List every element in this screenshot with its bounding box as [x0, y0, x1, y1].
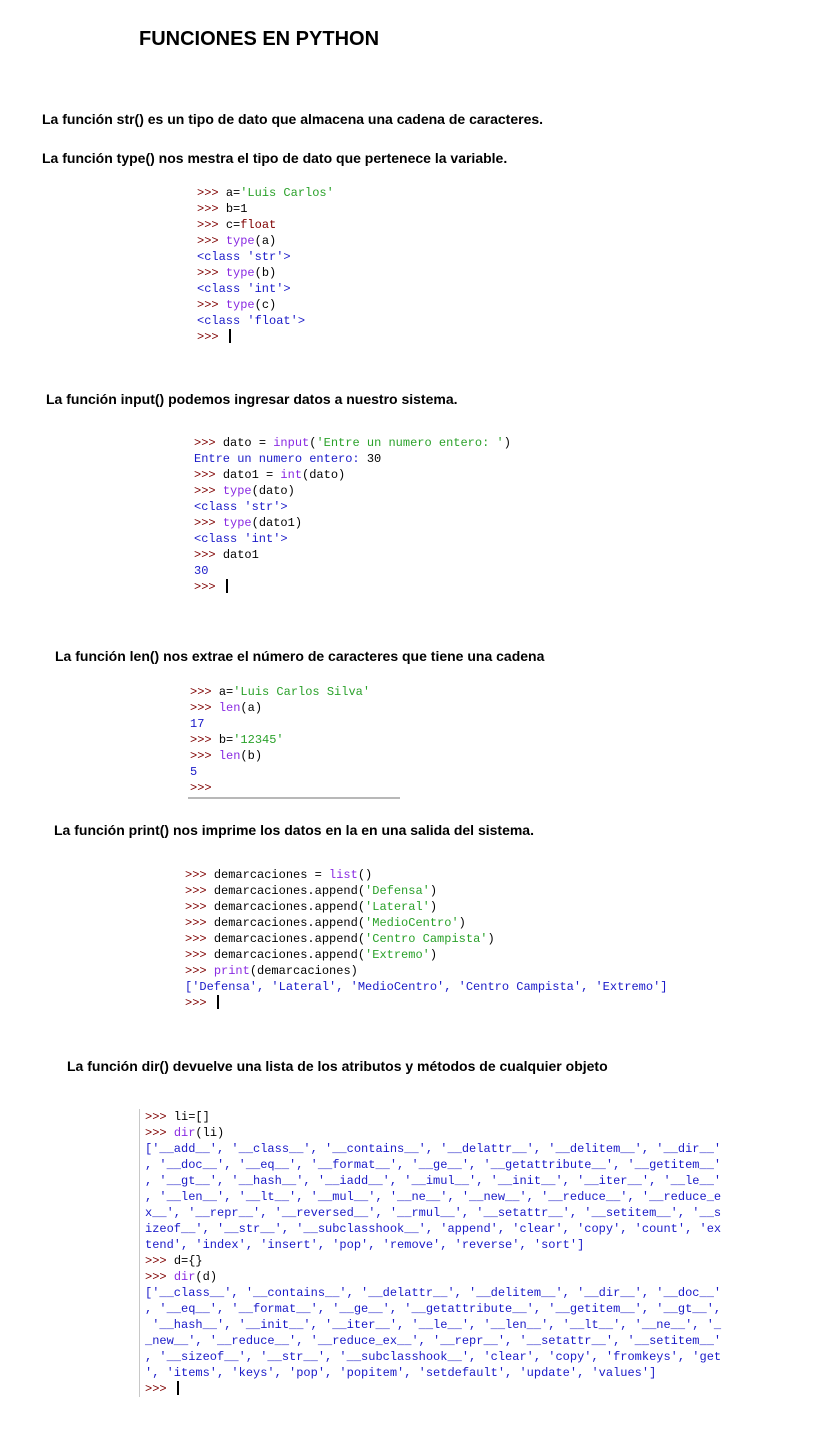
- code-token: ): [429, 884, 438, 898]
- code-token: b=: [218, 733, 234, 747]
- output-token: ['Defensa', 'Lateral', 'MedioCentro', 'Centro Campista', 'Extremo']: [185, 980, 668, 994]
- string-token: 'Luis Carlos Silva': [233, 685, 371, 699]
- output-token: <class 'int'>: [197, 282, 291, 296]
- output-token: ['__add__', '__class__', '__contains__', '__delattr__', '__delitem__', '__dir__': [145, 1142, 722, 1156]
- prompt-token: >>>: [194, 436, 223, 450]
- code-line: [190, 748, 370, 764]
- prompt-token: >>>: [145, 1126, 174, 1140]
- code-line: [185, 899, 667, 915]
- code-token: demarcaciones.append(: [213, 932, 366, 946]
- code-token: (d): [195, 1270, 218, 1284]
- prompt-token: >>>: [197, 186, 226, 200]
- code-line: [190, 764, 370, 780]
- output-token: 17: [190, 717, 205, 731]
- text-cursor-icon: [217, 995, 219, 1009]
- code-line: [145, 1365, 721, 1381]
- output-token: ['__class__', '__contains__', '__delattr__', '__delitem__', '__dir__', '__doc__': [145, 1286, 722, 1300]
- prompt-token: >>>: [190, 749, 219, 763]
- code-token: dato1 =: [222, 468, 281, 482]
- code-token: (a): [240, 701, 263, 715]
- code-line: [190, 700, 370, 716]
- code-line: [145, 1269, 721, 1285]
- code-token: (a): [254, 234, 277, 248]
- code-token: ): [458, 916, 466, 930]
- prompt-token: >>>: [185, 916, 214, 930]
- code-line: [197, 217, 334, 233]
- code-token: 30: [366, 452, 382, 466]
- prompt-token: >>>: [190, 701, 219, 715]
- paragraph-type: La función type() nos mestra el tipo de dato que pertenece la variable.: [42, 150, 508, 166]
- code-line: [197, 185, 334, 201]
- code-line: [185, 867, 667, 883]
- code-token: (b): [240, 749, 263, 763]
- prompt-token: >>>: [190, 685, 219, 699]
- output-token: _new__', '__reduce__', '__reduce_ex__', '__repr__', '__setattr__', '__setitem__': [145, 1334, 722, 1348]
- code-line: [194, 515, 511, 531]
- page-title: FUNCIONES EN PYTHON: [139, 28, 380, 50]
- code-line: [185, 979, 667, 995]
- output-token: tend', 'index', 'insert', 'pop', 'remove', 'reverse', 'sort']: [145, 1238, 585, 1252]
- prompt-token: >>>: [145, 1254, 174, 1268]
- code-block-dir: [139, 1109, 721, 1397]
- string-token: 'MedioCentro': [365, 916, 459, 930]
- code-line: [145, 1141, 721, 1157]
- code-token: (dato): [251, 484, 295, 498]
- code-line: [194, 467, 511, 483]
- prompt-token: >>>: [185, 996, 214, 1010]
- code-line: [145, 1381, 721, 1397]
- code-token: (dato): [302, 468, 346, 482]
- prompt-token: >>>: [197, 330, 226, 344]
- code-line: [194, 547, 511, 563]
- paragraph-len: La función len() nos extrae el número de caracteres que tiene una cadena: [55, 648, 545, 664]
- text-cursor-icon: [177, 1381, 179, 1395]
- output-token: <class 'int'>: [194, 532, 288, 546]
- prompt-token: >>>: [194, 484, 223, 498]
- code-line: [197, 265, 334, 281]
- paragraph-dir: La función dir() devuelve una lista de los atributos y métodos de cualquier objeto: [67, 1058, 608, 1074]
- code-line: [194, 563, 511, 579]
- code-line: [194, 579, 511, 595]
- code-token: ): [429, 948, 438, 962]
- code-line: [145, 1317, 721, 1333]
- code-line: [145, 1109, 721, 1125]
- code-line: [197, 233, 334, 249]
- prompt-token: >>>: [194, 580, 223, 594]
- code-token: ): [487, 932, 495, 946]
- code-line: [145, 1333, 721, 1349]
- code-line: [185, 931, 667, 947]
- prompt-token: >>>: [190, 733, 219, 747]
- code-line: [145, 1253, 721, 1269]
- code-token: (b): [254, 266, 277, 280]
- builtin-token: dir: [173, 1126, 196, 1140]
- code-line: [197, 329, 334, 345]
- code-line: [145, 1173, 721, 1189]
- output-token: , '__gt__', '__hash__', '__iadd__', '__imul__', '__init__', '__iter__', '__le__': [145, 1174, 722, 1188]
- builtin-token: type: [222, 484, 252, 498]
- builtin-token: print: [213, 964, 250, 978]
- output-token: <class 'float'>: [197, 314, 306, 328]
- code-line: [197, 249, 334, 265]
- code-line: [185, 883, 667, 899]
- prompt-token: >>>: [185, 932, 214, 946]
- prompt-token: >>>: [185, 884, 214, 898]
- code-line: [194, 499, 511, 515]
- code-token: dato1: [222, 548, 259, 562]
- builtin-token: len: [218, 749, 241, 763]
- prompt-token: >>>: [185, 948, 214, 962]
- code-line: [190, 716, 370, 732]
- output-token: Entre un numero entero:: [194, 452, 367, 466]
- output-token: <class 'str'>: [197, 250, 291, 264]
- prompt-token: >>>: [197, 298, 226, 312]
- output-token: , '__sizeof__', '__str__', '__subclasshook__', 'clear', 'copy', 'fromkeys', 'get: [145, 1350, 722, 1364]
- prompt-token: >>>: [194, 468, 223, 482]
- code-line: [145, 1205, 721, 1221]
- code-token: a=: [218, 685, 234, 699]
- code-token: demarcaciones.append(: [213, 916, 366, 930]
- prompt-token: float: [240, 218, 277, 232]
- code-block-len: [190, 684, 370, 796]
- code-line: [197, 201, 334, 217]
- output-token: ', 'items', 'keys', 'pop', 'popitem', 'setdefault', 'update', 'values']: [145, 1366, 657, 1380]
- prompt-token: >>>: [194, 516, 223, 530]
- builtin-token: type: [225, 266, 255, 280]
- code-token: li=[]: [173, 1110, 210, 1124]
- builtin-token: list: [329, 868, 358, 882]
- code-line: [185, 963, 667, 979]
- code-line: [145, 1237, 721, 1253]
- code-token: dato =: [222, 436, 274, 450]
- code-line: [185, 995, 667, 1011]
- code-token: ): [503, 436, 511, 450]
- code-line: [145, 1349, 721, 1365]
- prompt-token: >>>: [185, 900, 214, 914]
- code-token: a=: [225, 186, 241, 200]
- builtin-token: len: [218, 701, 241, 715]
- code-line: [194, 435, 511, 451]
- code-line: [145, 1301, 721, 1317]
- code-line: [197, 297, 334, 313]
- prompt-token: >>>: [145, 1110, 174, 1124]
- paragraph-input: La función input() podemos ingresar datos a nuestro sistema.: [46, 391, 458, 407]
- text-cursor-icon: [229, 329, 231, 343]
- output-token: '__hash__', '__init__', '__iter__', '__le__', '__len__', '__lt__', '__ne__', '_: [145, 1318, 722, 1332]
- paragraph-str: La función str() es un tipo de dato que almacena una cadena de caracteres.: [42, 111, 544, 127]
- code-token: b=1: [225, 202, 248, 216]
- builtin-token: dir: [173, 1270, 196, 1284]
- code-line: [145, 1221, 721, 1237]
- code-token: (dato1): [251, 516, 303, 530]
- code-token: (: [309, 436, 317, 450]
- code-line: [185, 915, 667, 931]
- code-token: demarcaciones.append(: [213, 884, 366, 898]
- prompt-token: >>>: [197, 234, 226, 248]
- output-token: , '__len__', '__lt__', '__mul__', '__ne__', '__new__', '__reduce__', '__reduce_e: [145, 1190, 722, 1204]
- builtin-token: int: [280, 468, 303, 482]
- builtin-token: type: [222, 516, 252, 530]
- text-cursor-icon: [226, 579, 228, 593]
- code-line: [194, 531, 511, 547]
- prompt-token: >>>: [185, 964, 214, 978]
- code-block-type: [197, 185, 334, 345]
- string-token: 'Entre un numero entero: ': [316, 436, 504, 450]
- code-line: [194, 483, 511, 499]
- prompt-token: >>>: [185, 868, 214, 882]
- builtin-token: type: [225, 234, 255, 248]
- builtin-token: type: [225, 298, 255, 312]
- prompt-token: >>>: [190, 781, 212, 795]
- code-token: demarcaciones =: [213, 868, 330, 882]
- prompt-token: >>>: [197, 266, 226, 280]
- code-token: (): [357, 868, 373, 882]
- builtin-token: input: [273, 436, 310, 450]
- code-line: [145, 1285, 721, 1301]
- paragraph-print: La función print() nos imprime los datos en la en una salida del sistema.: [54, 822, 534, 838]
- code-token: demarcaciones.append(: [213, 948, 366, 962]
- code-token: c=: [225, 218, 241, 232]
- string-token: 'Extremo': [365, 948, 430, 962]
- output-token: , '__doc__', '__eq__', '__format__', '__ge__', '__getattribute__', '__getitem__': [145, 1158, 722, 1172]
- code-token: (li): [195, 1126, 225, 1140]
- output-token: 5: [190, 765, 198, 779]
- code-line: [194, 451, 511, 467]
- prompt-token: >>>: [194, 548, 223, 562]
- code-line: [197, 281, 334, 297]
- code-token: demarcaciones.append(: [213, 900, 366, 914]
- code-block-divider: [188, 797, 400, 799]
- output-token: , '__eq__', '__format__', '__ge__', '__getattribute__', '__getitem__', '__gt__',: [145, 1302, 722, 1316]
- code-line: [190, 732, 370, 748]
- output-token: <class 'str'>: [194, 500, 288, 514]
- code-line: [145, 1125, 721, 1141]
- code-line: [190, 684, 370, 700]
- code-token: (c): [254, 298, 277, 312]
- output-token: x__', '__repr__', '__reversed__', '__rmul__', '__setattr__', '__setitem__', '__s: [145, 1206, 722, 1220]
- code-block-input: [194, 435, 511, 595]
- prompt-token: >>>: [197, 202, 226, 216]
- prompt-token: >>>: [145, 1270, 174, 1284]
- code-token: ): [429, 900, 438, 914]
- code-line: [145, 1189, 721, 1205]
- string-token: 'Defensa': [365, 884, 430, 898]
- prompt-token: >>>: [145, 1382, 174, 1396]
- code-line: [185, 947, 667, 963]
- string-token: 'Lateral': [365, 900, 430, 914]
- code-line: [190, 780, 370, 796]
- code-block-print: [185, 867, 667, 1011]
- string-token: 'Centro Campista': [365, 932, 488, 946]
- code-line: [145, 1157, 721, 1173]
- string-token: '12345': [233, 733, 284, 747]
- code-token: (demarcaciones): [249, 964, 358, 978]
- prompt-token: >>>: [197, 218, 226, 232]
- output-token: 30: [194, 564, 209, 578]
- code-token: d={}: [173, 1254, 203, 1268]
- code-line: [197, 313, 334, 329]
- string-token: 'Luis Carlos': [240, 186, 334, 200]
- output-token: izeof__', '__str__', '__subclasshook__', 'append', 'clear', 'copy', 'count', 'ex: [145, 1222, 722, 1236]
